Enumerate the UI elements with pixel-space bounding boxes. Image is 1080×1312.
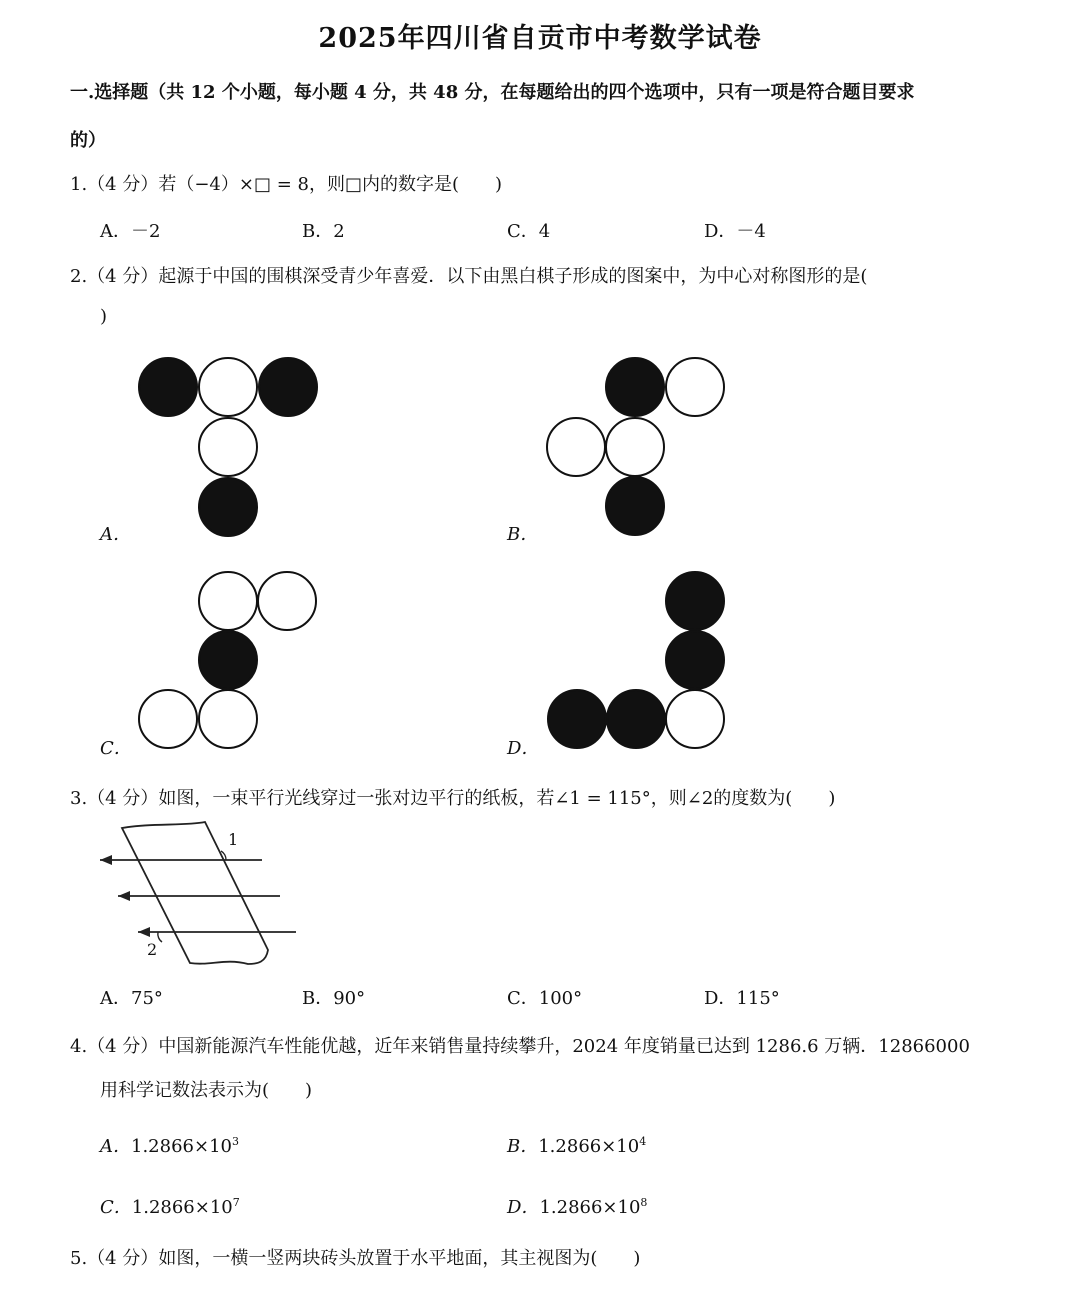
- q1-option-c: C．4: [507, 221, 551, 242]
- q4-option-c-exp: 7: [232, 1196, 240, 1209]
- q3-option-a: A．75°: [100, 988, 163, 1009]
- q4-option-c-label: C．: [100, 1197, 132, 1218]
- q4-option-a: [100, 1132, 239, 1158]
- section-heading-line1: 一.选择题（共 12 个小题，每小题 4 分，共 48 分，在每题给出的四个选项中，只有一项是符合题目要求: [70, 82, 915, 103]
- question-5-stem: 5.（4 分）如图，一横一竖两块砖头放置于水平地面，其主视图为( ): [70, 1248, 641, 1269]
- question-3-stem: 3.（4 分）如图，一束平行光线穿过一张对边平行的纸板，若∠1 = 115°，则∠2的度数为( ): [70, 788, 836, 809]
- q4-option-a-exp: 3: [231, 1135, 239, 1148]
- q2-label-c: C．: [100, 738, 132, 759]
- q4-option-d-label: D．: [507, 1197, 540, 1218]
- q4-option-b-mantissa: 1.2866×10: [538, 1136, 640, 1157]
- q4-option-b-exp: 4: [639, 1135, 647, 1148]
- q4-option-c-mantissa: 1.2866×10: [131, 1197, 233, 1218]
- q4-option-d-exp: 8: [640, 1196, 648, 1209]
- q2-label-b: B．: [507, 524, 539, 545]
- q1-option-b: B．2: [302, 221, 345, 242]
- question-4-stem-line1: 4.（4 分）中国新能源汽车性能优越，近年来销售量持续攀升，2024 年度销量已达到 1286.6 万辆．12866000: [70, 1036, 970, 1057]
- question-2-stem-line2: ): [100, 306, 108, 327]
- page-title: 2025年四川省自贡市中考数学试卷: [318, 23, 762, 54]
- q3-option-b: B．90°: [302, 988, 366, 1009]
- q4-option-d-mantissa: 1.2866×10: [539, 1197, 641, 1218]
- question-2-stem-line1: 2.（4 分）起源于中国的围棋深受青少年喜爱．以下由黑白棋子形成的图案中，为中心对称图形的是(: [70, 266, 868, 287]
- question-4-stem-line2: 用科学记数法表示为( ): [100, 1080, 313, 1101]
- q4-option-a-label: A．: [100, 1136, 131, 1157]
- q4-option-c: [100, 1193, 240, 1219]
- q1-option-a: A．－2: [100, 221, 161, 242]
- q3-option-c: C．100°: [507, 988, 583, 1009]
- q3-option-d: D．115°: [704, 988, 780, 1009]
- section-heading-line2: 的）: [70, 130, 106, 151]
- q3-angle-2-label: 2: [147, 940, 158, 959]
- q4-option-d: [507, 1193, 647, 1219]
- q3-angle-1-label: 1: [228, 830, 239, 849]
- question-1-stem: 1.（4 分）若（−4）×□ = 8，则□内的数字是( ): [70, 174, 502, 195]
- q2-label-d: D．: [507, 738, 540, 759]
- q1-option-d: D．－4: [704, 221, 766, 242]
- q4-option-a-mantissa: 1.2866×10: [131, 1136, 232, 1157]
- q4-option-b: [507, 1132, 646, 1158]
- q2-label-a: A．: [100, 524, 131, 545]
- q4-option-b-label: B．: [507, 1136, 539, 1157]
